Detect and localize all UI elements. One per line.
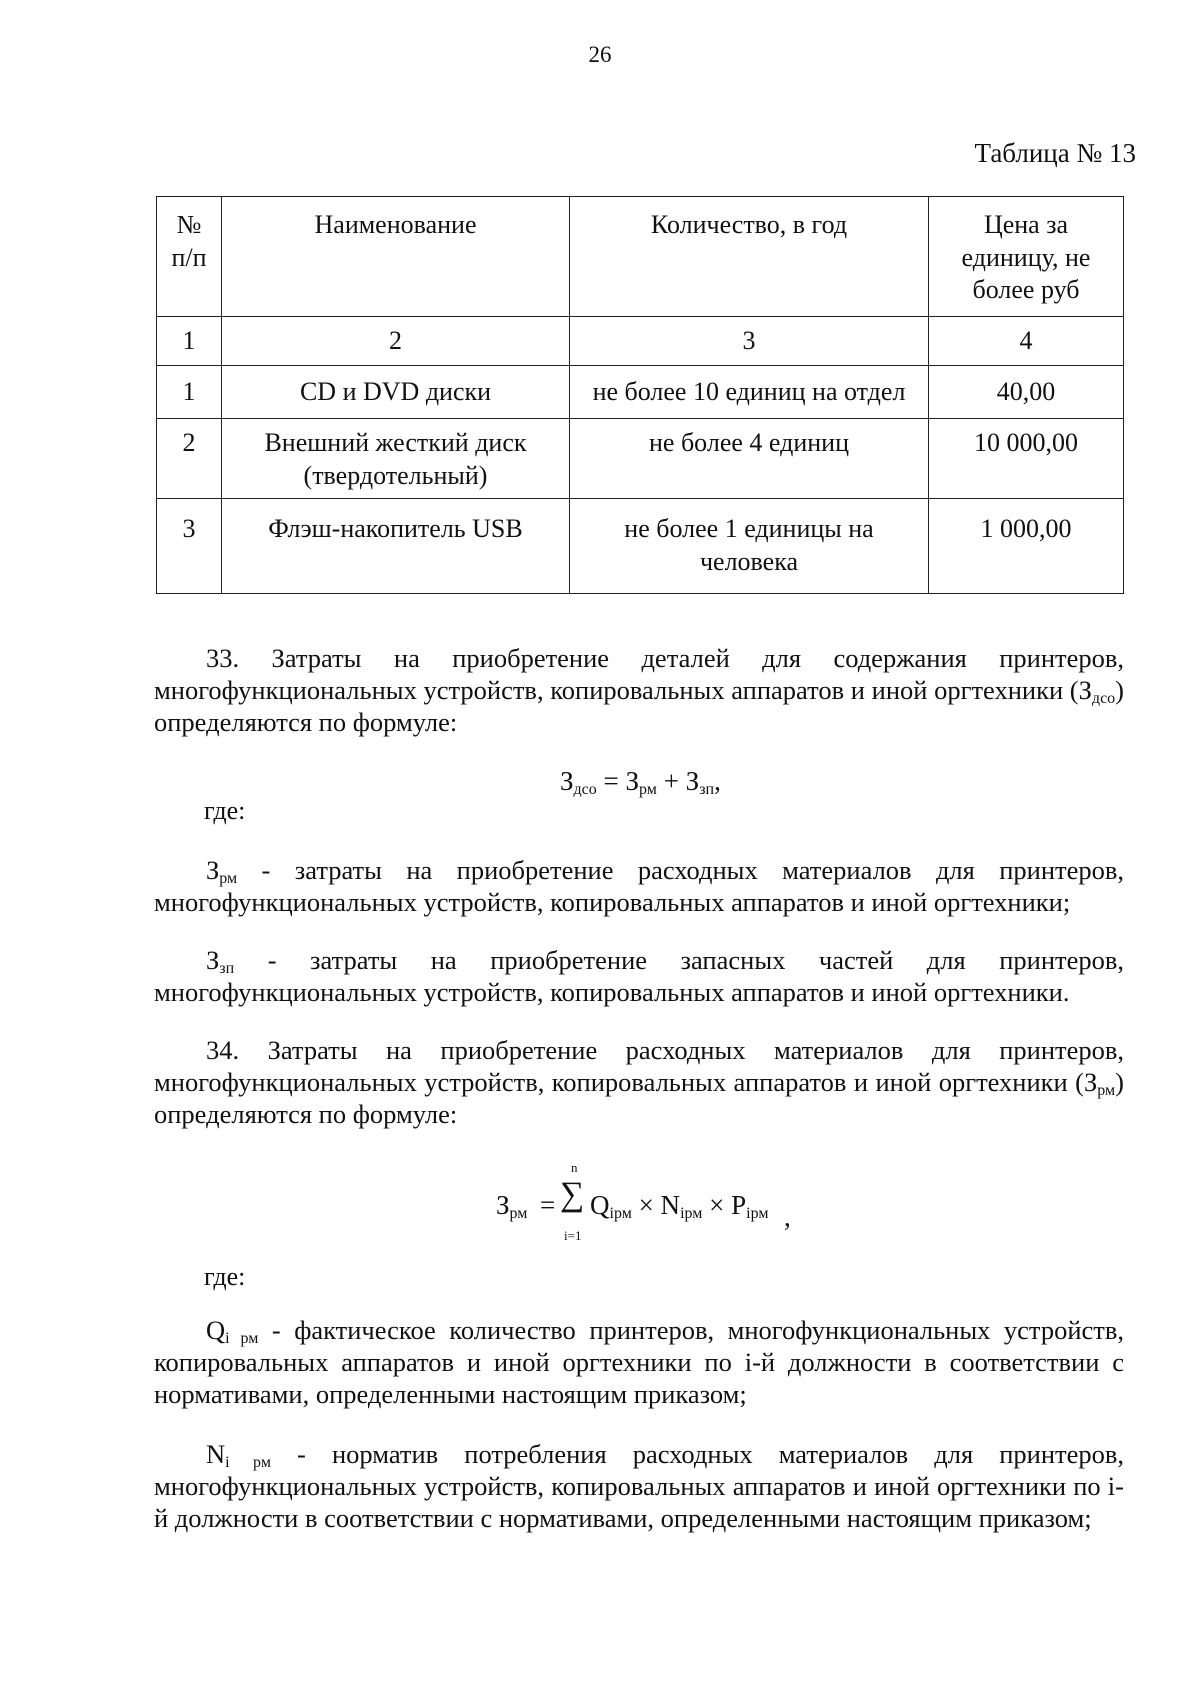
formula-lhs: $З_{рм}$: [496, 1190, 528, 1222]
row-name: Внешний жесткий диск (твердотельный): [222, 419, 570, 499]
sum-sign: ∑: [560, 1176, 585, 1213]
definition-rm: $З_{рм}$ - затраты на приобретение расходных материалов для принтеров, многофункциональных устройств, копировальных аппаратов и иной оргтехники;: [154, 855, 1124, 917]
sum-lower-limit: i=1: [564, 1228, 582, 1243]
sum-upper-limit: n: [571, 1160, 578, 1175]
row-number: 1: [157, 366, 222, 419]
formula-eq: =: [540, 1190, 556, 1220]
definition-n: $N_{i рм}$ - норматив потребления расходных материалов для принтеров, многофункциональных устройств, копировальных аппаратов и иной оргтехники по i-й должности в соответствии с нормативами, определенными настоящим приказом;: [154, 1439, 1125, 1533]
column-number: 4: [929, 317, 1124, 366]
table-header-row: [157, 197, 1124, 317]
row-number: 2: [157, 419, 222, 499]
definition-zp: $З_{зп}$ - затраты на приобретение запасных частей для принтеров, многофункциональных устройств, копировальных аппаратов и иной оргтехники.: [154, 945, 1124, 1007]
column-number-row: [157, 317, 1124, 366]
row-price: 10 000,00: [929, 419, 1124, 499]
column-number: 3: [570, 317, 929, 366]
section-34-paragraph: 34. Затраты на приобретение расходных материалов для принтеров, многофункциональных устройств, копировальных аппаратов и иной оргтехники $(З_{рм})$ определяются по формуле:: [154, 1035, 1124, 1129]
table-row: [157, 366, 1124, 419]
header-number: № п/п: [157, 197, 222, 317]
row-price: 1 000,00: [929, 499, 1124, 594]
row-price: 40,00: [929, 366, 1124, 419]
row-quantity: не более 4 единиц: [570, 419, 929, 499]
table-row: [157, 419, 1124, 499]
header-name: Наименование: [222, 197, 570, 317]
norms-table: [156, 196, 1124, 594]
definition-q: $Q_{i рм}$ - фактическое количество принтеров, многофункциональных устройств, копировальных аппаратов и иной оргтехники по i-й должности в соответствии с нормативами, определенными настоящим приказом;: [154, 1315, 1124, 1409]
row-quantity: не более 10 единиц на отдел: [570, 366, 929, 419]
header-quantity: Количество, в год: [570, 197, 929, 317]
page-number: 26: [588, 42, 612, 67]
formula-dso: $З_{дсо} = З_{рм} + З_{зп}$,: [560, 766, 721, 798]
formula-rhs: $Q_{iрм} \times N_{iрм} \times P_{iрм}$: [590, 1190, 769, 1222]
table-caption: Таблица № 13: [974, 138, 1136, 168]
column-number: 2: [222, 317, 570, 366]
where-label: где:: [204, 796, 246, 825]
row-name: Флэш-накопитель USB: [222, 499, 570, 594]
formula-tail: ,: [784, 1202, 791, 1232]
section-33-paragraph: 33. Затраты на приобретение деталей для содержания принтеров, многофункциональных устройств, копировальных аппаратов и иной оргтехники $(З_{дсо})$ определяются по формуле:: [154, 643, 1124, 737]
row-number: 3: [157, 499, 222, 594]
header-price: Цена за единицу, не более руб: [929, 197, 1124, 317]
where-label: где:: [204, 1262, 246, 1291]
table-row: [157, 499, 1124, 594]
column-number: 1: [157, 317, 222, 366]
row-quantity: не более 1 единицы на человека: [570, 499, 929, 594]
row-name: CD и DVD диски: [222, 366, 570, 419]
